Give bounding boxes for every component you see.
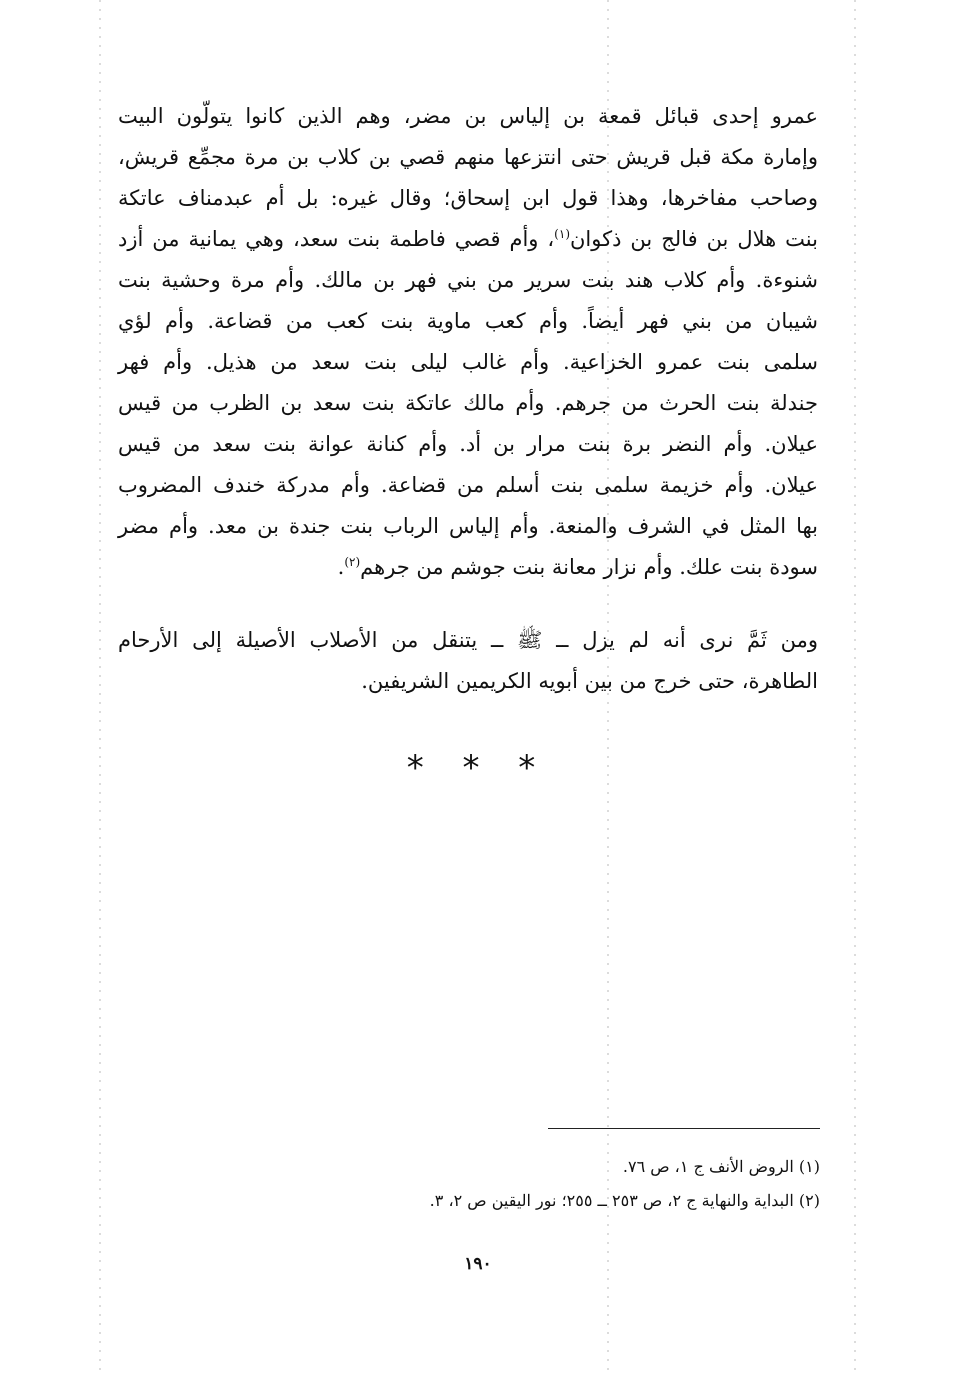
text-line: جندلة بنت الحرث من جرهم. وأم مالك عاتكة بنت سعد بن الظرب من قيس	[118, 391, 818, 415]
text-line: ومن ثَمَّ نرى أنه لم يزل ــ ﷺ ــ يتنقل من الأصلاب الأصيلة إلى الأرحام	[118, 628, 818, 652]
footnotes	[250, 1150, 820, 1218]
text-line: شيبان من بني فهر أيضاً. وأم كعب ماوية بنت كعب من قضاعة. وأم لؤي	[118, 309, 818, 333]
text-line: عمرو إحدى قبائل قمعة بن إلياس بن مضر، وهم الذين كانوا يتولّون البيت	[118, 104, 818, 128]
footnote-divider	[548, 1128, 820, 1129]
text-line	[118, 219, 818, 260]
text-line: شنوءة. وأم كلاب هند بنت سرير من بني فهر بن مالك. وأم مرة وحشية بنت	[118, 268, 818, 292]
text-line: سلمى بنت عمرو الخزاعية. وأم غالب ليلى بنت سعد من هذيل. وأم فهر	[118, 350, 818, 374]
footnote-2: (٢) البداية والنهاية ج ٢، ص ٢٥٣ ــ ٢٥٥؛ نور اليقين ص ٢، ٣.	[429, 1191, 820, 1210]
text-line: الطاهرة، حتى خرج من بين أبويه الكريمين الشريفين.	[361, 669, 818, 693]
footnote-reference-1[interactable]: (١)	[554, 227, 570, 241]
footnote-1: (١) الروض الأنف ج ١، ص ٧٦.	[622, 1157, 820, 1176]
text-line: بها المثل في الشرف والمنعة. وأم إلياس الرباب بنت جندة بن معد. وأم مضر	[118, 514, 818, 538]
text-segment: ، وأم قصي فاطمة بنت سعد، وهي يمانية من أزد	[118, 227, 555, 251]
section-separator: * * *	[406, 748, 550, 788]
text-line: وصاحب مفاخرها، وهذا قول ابن إسحاق؛ وقال غيره: بل أم عبدمناف عاتكة	[118, 186, 818, 210]
text-segment: سودة بنت علك. وأم نزار معانة بنت جوشم من جرهم	[360, 555, 818, 579]
main-paragraph	[118, 96, 818, 588]
footnote-reference-2[interactable]: (٢)	[344, 555, 361, 569]
page-number: ١٩٠	[464, 1254, 492, 1274]
text-line: عيلان. وأم خزيمة سلمى بنت أسلم من قضاعة. وأم مدركة خندف المضروب	[118, 473, 818, 497]
closing-paragraph	[118, 620, 818, 702]
text-segment: بنت هلال بن فالج بن ذكوان	[570, 227, 818, 251]
text-segment: .	[337, 555, 345, 579]
text-line: عيلان. وأم النضر برة بنت مرار بن أد. وأم كنانة عوانة بنت سعد من قيس	[118, 432, 818, 456]
text-line: وإمارة مكة قبل قريش حتى انتزعها منهم قصي بن كلاب بن مرة مجمِّع قريش،	[118, 145, 818, 169]
text-line	[118, 547, 818, 588]
